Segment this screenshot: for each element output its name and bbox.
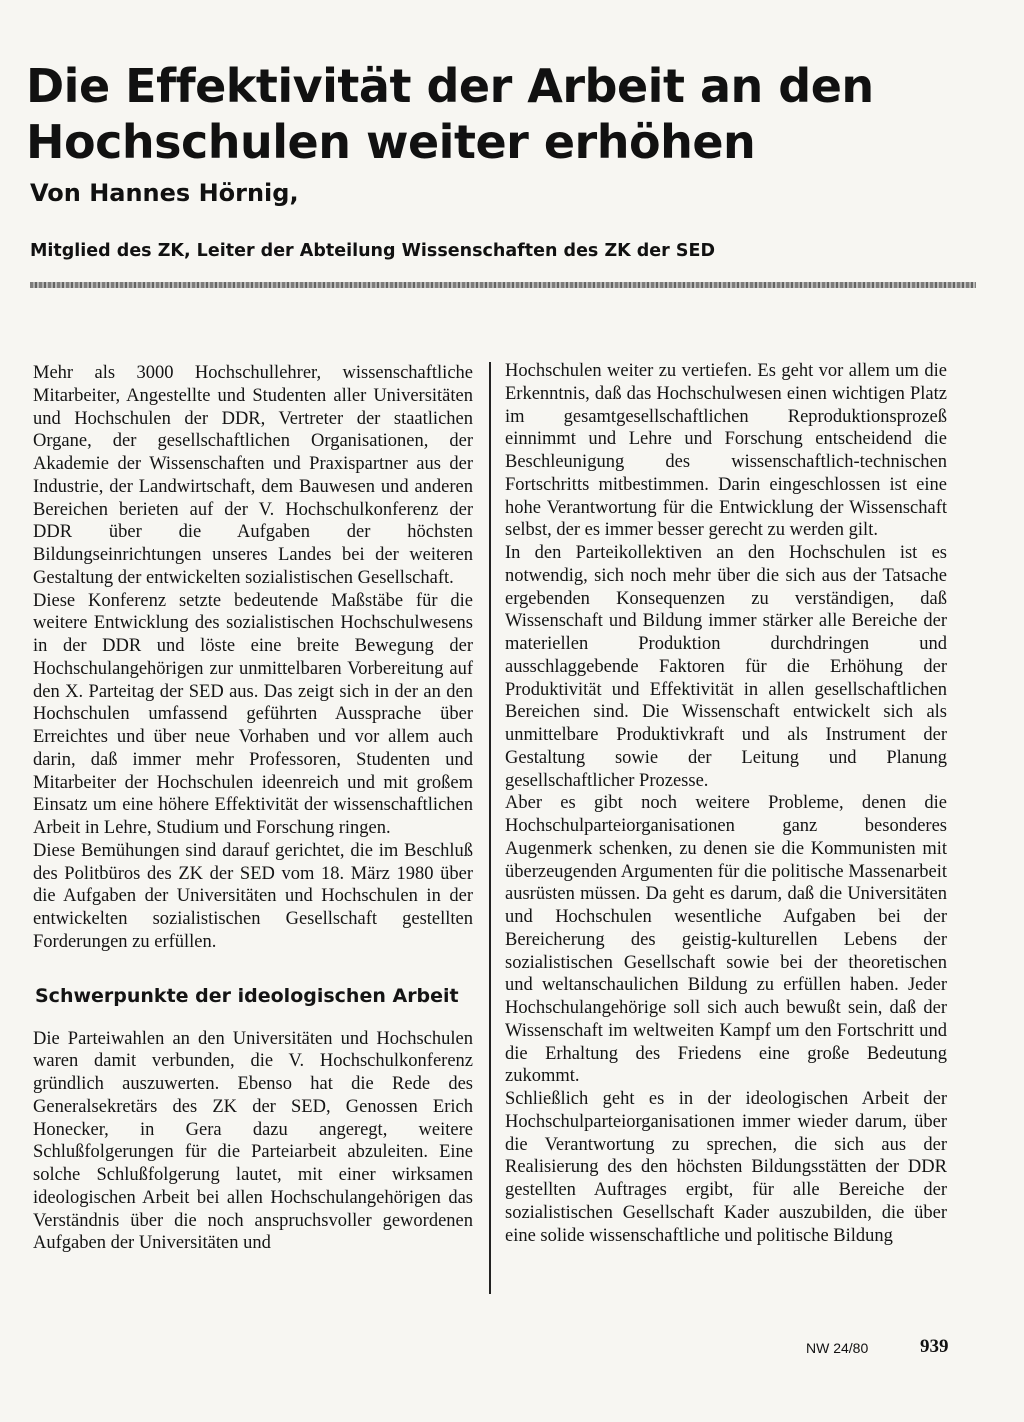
- paragraph: Hochschulen weiter zu vertiefen. Es geht vor allem um die Erkenntnis, daß das Hochschulwesen einen wichtigen Platz im gesamtgesellschaftlichen Reproduktionsprozeß einnimmt und Lehre und Forschung entscheidend die Beschleunigung des wissenschaftlich-technischen Fortschritts mitbestimmen. Darin eingeschlossen ist eine hohe Verantwortung für die Entwicklung der Wissenschaft selbst, der es immer besser gerecht zu werden gilt.: [505, 361, 947, 541]
- paragraph: Schließlich geht es in der ideologischen Arbeit der Hochschulparteiorganisationen immer wieder darum, über die Verantwortung zu sprechen, die sich aus der Realisierung des den höchsten Bildungsstätten der DDR gestellten Auftrages ergibt, für alle Bereiche der sozialistischen Gesellschaft Kader auszubilden, die über eine solide wissenschaftliche und politische Bildung: [505, 1089, 947, 1246]
- issue-reference: NW 24/80: [806, 1340, 869, 1356]
- paragraph: Diese Bemühungen sind darauf gerichtet, die im Beschluß des Politbüros des ZK der SED vom 18. März 1980 über die Aufgaben der Universitäten und Hochschulen in der entwickelten sozialistischen Gesellschaft gestellten Forderungen zu erfüllen.: [33, 840, 473, 952]
- right-column: [505, 360, 947, 1247]
- article-headline: Die Effektivität der Arbeit an den Hochschulen weiter erhöhen: [26, 59, 874, 169]
- paragraph: In den Parteikollektiven an den Hochschulen ist es notwendig, sich noch mehr über die sich aus der Tatsache ergebenden Konsequenzen zu verständigen, daß Wissenschaft und Bildung immer stärker alle Bereiche der materiellen Produktion durchdringen und ausschlaggebende Faktoren für die Erhöhung der Produktivität und Effektivität in allen gesellschaftlichen Bereichen sind. Die Wissenschaft entwickelt sich als unmittelbare Produktivkraft und als Instrument der Gestaltung sowie der Leitung und Planung gesellschaftlicher Prozesse.: [505, 543, 947, 791]
- paragraph: Die Parteiwahlen an den Universitäten und Hochschulen waren damit verbunden, die V. Hochschulkonferenz gründlich auszuwerten. Ebenso hat die Rede des Generalsekretärs des ZK der SED, Genossen Erich Honecker, in Gera dazu angeregt, weitere Schlußfolgerungen für die Parteiarbeit abzuleiten. Eine solche Schlußfolgerung lautet, mit einer wirksamen ideologischen Arbeit bei allen Hochschulangehörigen das Verständnis über die noch anspruchsvoller gewordenen Aufgaben der Universitäten und: [33, 1028, 473, 1254]
- section-subheading: Schwerpunkte der ideologischen Arbeit: [35, 984, 459, 1007]
- paragraph: Diese Konferenz setzte bedeutende Maßstäbe für die weitere Entwicklung des sozialistischen Hochschulwesens in der DDR und löste eine breite Bewegung der Hochschulangehörigen zur unmittelbaren Vorbereitung auf den X. Parteitag der SED aus. Das zeigt sich in der an den Hochschulen umfassend geführten Aussprache über Erreichtes und über neue Vorhaben und vor allem auch darin, daß immer mehr Professoren, Studenten und Mitarbeiter der Hochschulen ideenreich und mit großem Einsatz um eine höhere Effektivität der wissenschaftlichen Arbeit in Lehre, Studium und Forschung ringen.: [33, 590, 473, 838]
- author-role: Mitglied des ZK, Leiter der Abteilung Wissenschaften des ZK der SED: [30, 241, 715, 261]
- page-number: 939: [920, 1336, 949, 1357]
- left-column: [33, 362, 473, 1255]
- paragraph: Mehr als 3000 Hochschullehrer, wissenschaftliche Mitarbeiter, Angestellte und Studenten aller Universitäten und Hochschulen der DDR, Vertreter der staatlichen Organe, der gesellschaftlichen Organisationen, der Akademie der Wissenschaften und Praxispartner aus der Industrie, der Landwirtschaft, dem Bauwesen und anderen Bereichen berieten auf der V. Hochschulkonferenz der DDR über die Aufgaben der höchsten Bildungseinrichtungen unseres Landes bei der weiteren Gestaltung der entwickelten sozialistischen Gesellschaft.: [33, 363, 473, 588]
- author-name: Von Hannes Hörnig,: [30, 179, 299, 207]
- paragraph: Aber es gibt noch weitere Probleme, denen die Hochschulparteiorganisationen ganz besonderes Augenmerk schenken, zu denen sie die Kommunisten mit überzeugenden Argumenten für die politische Massenarbeit ausrüsten müssen. Da geht es darum, daß die Universitäten und Hochschulen wesentliche Aufgaben bei der Bereicherung des geistig-kulturellen Lebens der sozialistischen Gesellschaft sowie bei der theoretischen und weltanschaulichen Bildung zu erfüllen haben. Jeder Hochschulangehörige soll sich auch bewußt sein, daß der Wissenschaft im weltweiten Kampf um den Fortschritt und die Erhaltung des Friedens eine große Bedeutung zukommt.: [505, 793, 947, 1087]
- header-rule: [30, 282, 976, 288]
- column-divider: [489, 362, 491, 1294]
